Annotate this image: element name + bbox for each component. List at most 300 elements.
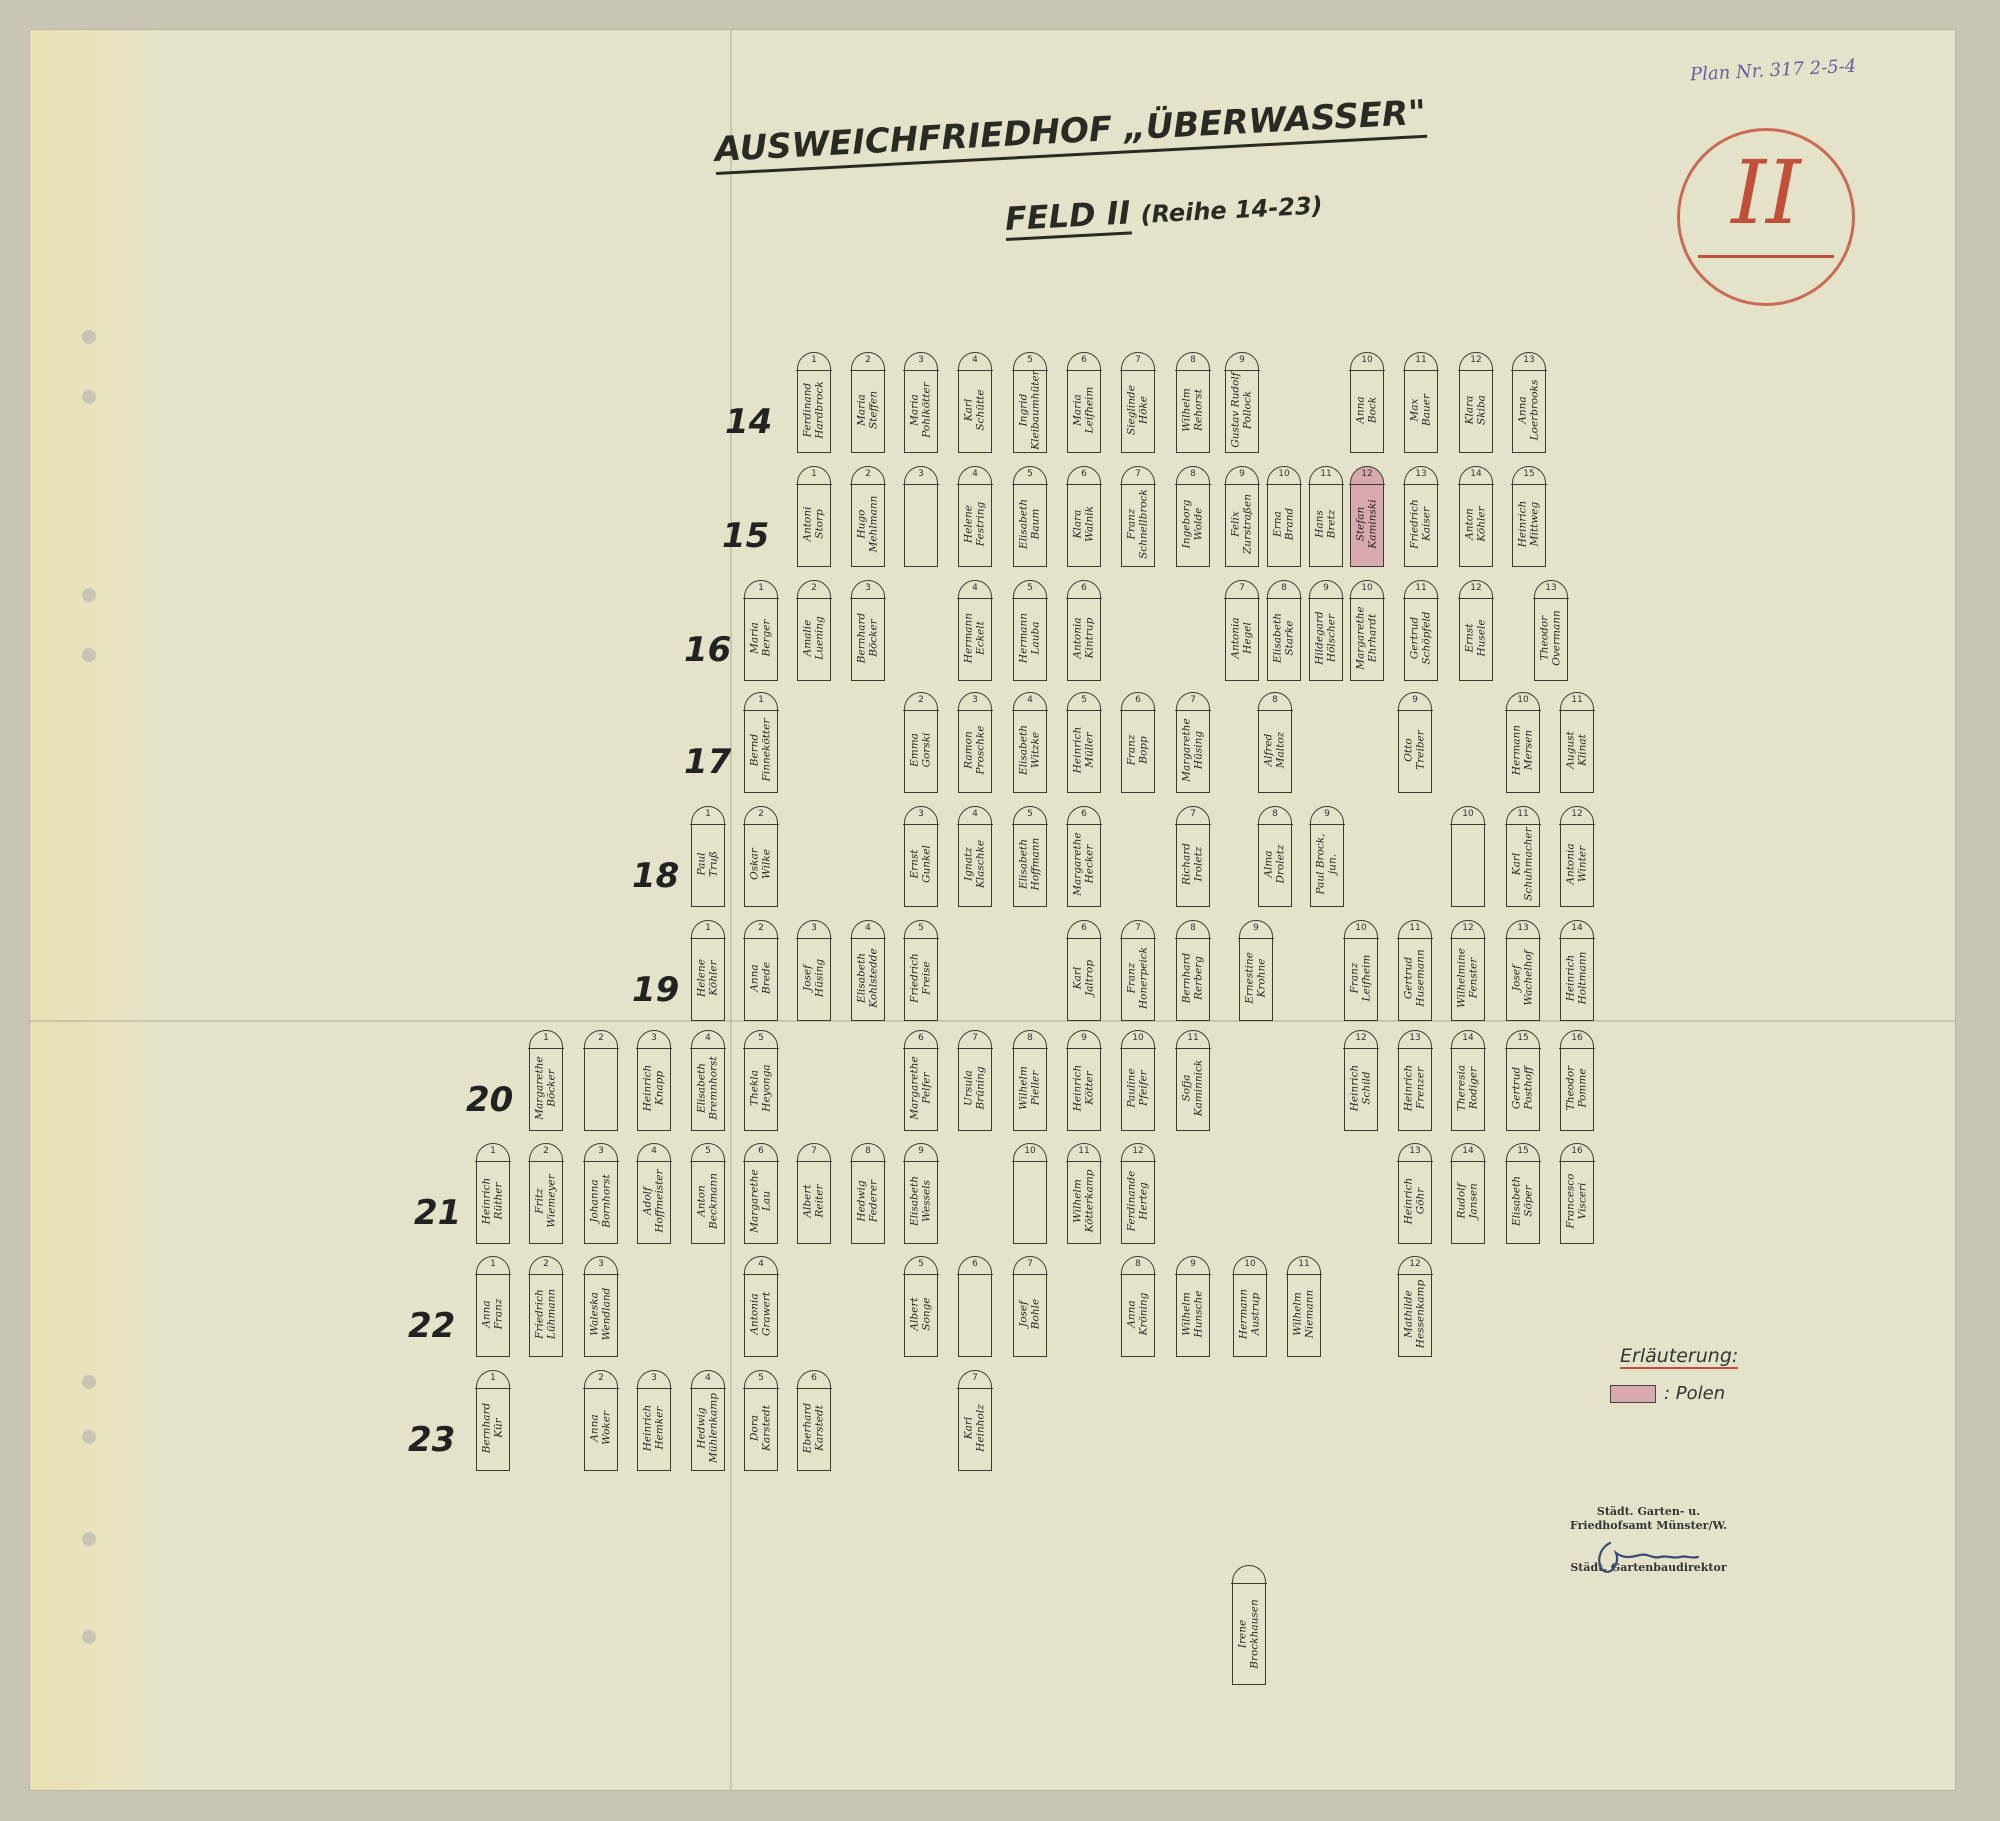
grave-number: 3: [905, 469, 937, 479]
grave-name: Heinrich Göhr: [1402, 1178, 1426, 1225]
grave-plot: [1013, 1256, 1047, 1357]
grave-plot: [1560, 1030, 1594, 1131]
grave-name: Anna Loerbrooks: [1516, 380, 1540, 441]
grave-name: Bernhard Kür: [480, 1403, 504, 1454]
grave-name: Antonia Winter: [1564, 843, 1588, 886]
grave-plot: [1459, 352, 1493, 453]
grave-number: 11: [1310, 469, 1342, 479]
field-mark-underline: [1698, 255, 1834, 258]
grave-name: Ingeborg Wolde: [1180, 500, 1204, 549]
legend: [1580, 1345, 1738, 1404]
grave-number: 6: [1068, 923, 1100, 933]
row-label: 14: [725, 402, 773, 442]
grave-name: Antonia Grawert: [748, 1292, 772, 1337]
grave-name: Sofja Kaminnick: [1180, 1060, 1204, 1117]
grave-number: 5: [1014, 355, 1046, 365]
grave-name: Maria Berger: [748, 619, 772, 657]
grave-number: 8: [1259, 695, 1291, 705]
grave-number: 9: [1226, 355, 1258, 365]
grave-number: 16: [1561, 1146, 1593, 1156]
grave-number: 3: [585, 1259, 617, 1269]
grave-name: Heinrich Rüther: [480, 1178, 504, 1225]
punch-hole: [82, 330, 96, 344]
grave-number: 7: [1226, 583, 1258, 593]
grave-number: 12: [1345, 1033, 1377, 1043]
row-label: 15: [722, 516, 770, 556]
grave-number: 8: [1014, 1033, 1046, 1043]
grave-name: Friedrich Lühmann: [533, 1289, 557, 1340]
legend-swatch: [1610, 1385, 1656, 1403]
grave-number: 1: [692, 809, 724, 819]
grave-name: Wilhelm Hunsche: [1180, 1290, 1204, 1338]
grave-name: Friedrich Kaiser: [1408, 499, 1432, 550]
punch-hole: [82, 588, 96, 602]
grave-number: 6: [745, 1146, 777, 1156]
grave-plot: [744, 1370, 778, 1471]
grave-plot: [904, 692, 938, 793]
grave-plot: [1225, 466, 1259, 567]
grave-name: Elisabeth Kohlstedde: [855, 948, 879, 1009]
grave-name: Bernhard Böcker: [855, 613, 879, 664]
grave-number: 9: [1240, 923, 1272, 933]
grave-name: Wilhelm Pieller: [1017, 1066, 1041, 1111]
grave-plot: [1013, 352, 1047, 453]
grave-number: 4: [959, 355, 991, 365]
grave-number: 13: [1399, 1146, 1431, 1156]
grave-number: 2: [530, 1259, 562, 1269]
grave-name: Ferdinande Herteg: [1125, 1171, 1149, 1232]
grave-number: 6: [1122, 695, 1154, 705]
grave-number: 1: [477, 1373, 509, 1383]
grave-plot: [1121, 1143, 1155, 1244]
grave-plot: [958, 806, 992, 907]
row-label: 17: [684, 742, 732, 782]
grave-number: 2: [852, 469, 884, 479]
grave-name: Margarethe Böcker: [533, 1056, 557, 1121]
grave-name: Oskar Wilke: [748, 848, 772, 881]
grave-plot: [744, 1256, 778, 1357]
grave-name: Antonia Kintrup: [1071, 617, 1095, 660]
grave-plot: [1121, 352, 1155, 453]
grave-name: Wilhelm Rehorst: [1180, 388, 1204, 433]
grave-plot: [1459, 466, 1493, 567]
grave-number: 1: [745, 695, 777, 705]
grave-plot: [744, 1143, 778, 1244]
grave-name: Elisabeth Witzke: [1017, 725, 1041, 776]
grave-plot: [1350, 352, 1384, 453]
grave-number: 16: [1561, 1033, 1593, 1043]
grave-name: Bernhard Rerberg: [1180, 953, 1204, 1004]
grave-plot: [1067, 920, 1101, 1021]
grave-number: 11: [1405, 355, 1437, 365]
field-mark-circle: [1677, 128, 1855, 306]
grave-name: August Klinat: [1564, 731, 1588, 770]
grave-plot: [1267, 580, 1301, 681]
grave-name: Ernestine Krohne: [1243, 952, 1267, 1005]
grave-name: Heinrich Frenzer: [1402, 1065, 1426, 1112]
grave-number: 14: [1561, 923, 1593, 933]
grave-number: 11: [1068, 1146, 1100, 1156]
grave-plot: [958, 692, 992, 793]
grave-name: Sieglinde Höke: [1125, 385, 1149, 436]
grave-name: Franz Bopp: [1125, 734, 1149, 766]
grave-plot: [1176, 920, 1210, 1021]
grave-plot: [1013, 692, 1047, 793]
grave-plot: [1506, 692, 1540, 793]
grave-plot: [1404, 466, 1438, 567]
grave-plot: [1067, 806, 1101, 907]
grave-name: Ernst Gunkel: [908, 845, 932, 884]
grave-number: 4: [959, 583, 991, 593]
grave-plot: [958, 1256, 992, 1357]
grave-number: 13: [1535, 583, 1567, 593]
grave-name: Anna Woker: [588, 1411, 612, 1446]
grave-number: 10: [1268, 469, 1300, 479]
grave-plot: [1398, 1030, 1432, 1131]
grave-name: Ramon Proschke: [962, 725, 986, 775]
row-label: 19: [632, 970, 680, 1010]
grave-number: 9: [1311, 809, 1343, 819]
grave-number: 6: [1068, 583, 1100, 593]
grave-name: Hildegard Hölscher: [1313, 611, 1337, 666]
grave-plot: [691, 1030, 725, 1131]
grave-plot: [1344, 1030, 1378, 1131]
grave-number: 7: [1122, 469, 1154, 479]
grave-name: Josef Hüsing: [801, 959, 825, 998]
grave-plot: [1506, 920, 1540, 1021]
grave-name: Theresia Rodiger: [1455, 1065, 1479, 1112]
grave-number: 5: [745, 1373, 777, 1383]
grave-number: 11: [1177, 1033, 1209, 1043]
grave-plot: [1176, 692, 1210, 793]
grave-plot: [1310, 806, 1344, 907]
grave-plot: [1013, 1030, 1047, 1131]
grave-number: 6: [905, 1033, 937, 1043]
grave-name: Felix Zurstraßen: [1229, 494, 1253, 555]
grave-number: 4: [1014, 695, 1046, 705]
grave-plot: [1067, 580, 1101, 681]
grave-number: 4: [852, 923, 884, 933]
grave-name: Heinrich Müller: [1071, 727, 1095, 774]
grave-plot: [584, 1030, 618, 1131]
grave-plot: [529, 1256, 563, 1357]
grave-plot: [851, 580, 885, 681]
grave-name: Anton Köhler: [1463, 506, 1487, 543]
grave-plot: [1013, 806, 1047, 907]
grave-number: 3: [798, 923, 830, 933]
grave-number: 5: [905, 1259, 937, 1269]
grave-number: 6: [1068, 355, 1100, 365]
grave-number: 5: [745, 1033, 777, 1043]
stamp-line-3: Städt. Gartenbaudirektor: [1570, 1561, 1727, 1574]
grave-plot: [1398, 692, 1432, 793]
row-label: 23: [408, 1420, 456, 1460]
grave-plot: [1013, 1143, 1047, 1244]
grave-name: Eberhard Karstedt: [801, 1403, 825, 1454]
grave-name: Anton Beckmann: [695, 1173, 719, 1230]
grave-plot: [691, 1143, 725, 1244]
grave-number: 15: [1507, 1033, 1539, 1043]
grave-number: 9: [1068, 1033, 1100, 1043]
grave-number: 3: [905, 355, 937, 365]
grave-number: 1: [745, 583, 777, 593]
grave-name: Wilhelm Niemann: [1291, 1290, 1315, 1339]
grave-number: 10: [1345, 923, 1377, 933]
grave-plot: [1258, 692, 1292, 793]
grave-number: 1: [692, 923, 724, 933]
grave-plot: [1067, 692, 1101, 793]
grave-number: 5: [1014, 583, 1046, 593]
grave-number: 3: [585, 1146, 617, 1156]
grave-plot: [1404, 352, 1438, 453]
grave-name: Helene Festring: [962, 502, 986, 547]
grave-plot: [1267, 466, 1301, 567]
grave-number: 2: [905, 695, 937, 705]
grave-plot: [1451, 1030, 1485, 1131]
grave-name: Maria Leifheim: [1071, 387, 1095, 434]
grave-name: Paul Brock, jun.: [1314, 833, 1338, 895]
grave-number: 12: [1452, 923, 1484, 933]
grave-number: 12: [1351, 469, 1383, 479]
grave-plot: [1560, 692, 1594, 793]
grave-number: 3: [852, 583, 884, 593]
grave-plot: [1512, 352, 1546, 453]
grave-plot: [744, 692, 778, 793]
grave-plot: [1176, 806, 1210, 907]
grave-plot: [1350, 466, 1384, 567]
grave-number: 3: [638, 1373, 670, 1383]
grave-plot: [691, 806, 725, 907]
grave-name: Theodor Pomme: [1564, 1066, 1588, 1111]
punch-hole: [82, 1430, 96, 1444]
grave-plot: [1506, 1030, 1540, 1131]
grave-number: 9: [1399, 695, 1431, 705]
grave-name: Gertrud Schöpfeld: [1408, 611, 1432, 665]
grave-plot: [584, 1256, 618, 1357]
grave-name: Hedwig Mühlenkamp: [695, 1393, 719, 1464]
grave-name: Gertrud Husemann: [1402, 949, 1426, 1008]
grave-name: Albert Reiter: [801, 1184, 825, 1218]
grave-number: 2: [852, 355, 884, 365]
punch-hole: [82, 1532, 96, 1546]
punch-hole: [82, 390, 96, 404]
grave-number: 2: [798, 583, 830, 593]
row-label: 16: [684, 630, 732, 670]
grave-name: Antonia Hegel: [1229, 617, 1253, 660]
grave-number: 13: [1399, 1033, 1431, 1043]
grave-plot: [637, 1030, 671, 1131]
grave-name: Anna Brede: [748, 962, 772, 995]
grave-plot: [691, 920, 725, 1021]
grave-number: 12: [1460, 583, 1492, 593]
grave-name: Heinrich Hemker: [641, 1405, 665, 1452]
grave-number: 14: [1452, 1033, 1484, 1043]
grave-plot: [1176, 1256, 1210, 1357]
grave-plot: [1225, 352, 1259, 453]
grave-plot: [1258, 806, 1292, 907]
grave-plot: [958, 352, 992, 453]
legend-label: : Polen: [1664, 1383, 1726, 1404]
grave-plot: [1013, 580, 1047, 681]
grave-name: Irene Brockhausen: [1236, 1599, 1260, 1670]
grave-name: Margarethe Ehrhardt: [1354, 606, 1378, 671]
grave-plot: [1233, 1256, 1267, 1357]
grave-number: 7: [959, 1033, 991, 1043]
grave-plot: [476, 1256, 510, 1357]
grave-plot: [797, 580, 831, 681]
grave-plot: [584, 1143, 618, 1244]
grave-name: Josef Bohle: [1017, 1299, 1041, 1330]
grave-plot: [904, 920, 938, 1021]
grave-name: Max Bauer: [1408, 394, 1432, 427]
grave-number: 12: [1561, 809, 1593, 819]
grave-number: 1: [530, 1033, 562, 1043]
grave-plot: [637, 1143, 671, 1244]
grave-name: Thekla Heyonga: [748, 1064, 772, 1113]
row-label: 18: [632, 856, 680, 896]
grave-name: Otto Treiber: [1402, 730, 1426, 771]
grave-plot: [1309, 466, 1343, 567]
grave-number: 7: [1122, 355, 1154, 365]
grave-number: 5: [905, 923, 937, 933]
grave-name: Margarethe Pelfer: [908, 1056, 932, 1121]
grave-plot: [958, 580, 992, 681]
grave-name: Franz Honerpeick: [1125, 947, 1149, 1010]
grave-name: Waleska Wendland: [588, 1288, 612, 1341]
grave-number: 1: [477, 1259, 509, 1269]
grave-name: Ignatz Klaschke: [962, 840, 986, 889]
grave-plot: [1404, 580, 1438, 681]
grave-plot: [1176, 466, 1210, 567]
row-label: 22: [408, 1306, 456, 1346]
grave-plot: [851, 1143, 885, 1244]
grave-plot: [1239, 920, 1273, 1021]
grave-name: Karl Schuhmacher: [1510, 827, 1534, 902]
grave-plot: [797, 1143, 831, 1244]
grave-plot: [1451, 806, 1485, 907]
grave-name: Franz Schnellbrock: [1125, 489, 1149, 560]
grave-plot: [1398, 1143, 1432, 1244]
grave-plot: [744, 920, 778, 1021]
grave-plot: [1067, 1030, 1101, 1131]
grave-plot: [904, 1143, 938, 1244]
grave-plot: [1176, 352, 1210, 453]
grave-number: 5: [1014, 469, 1046, 479]
fold-line-horizontal: [30, 1020, 1955, 1022]
grave-number: 13: [1405, 469, 1437, 479]
grave-plot: [1451, 920, 1485, 1021]
grave-name: Adolf Hoffmeister: [641, 1169, 665, 1234]
grave-plot: [797, 1370, 831, 1471]
grave-number: 13: [1507, 923, 1539, 933]
grave-number: 9: [905, 1146, 937, 1156]
grave-number: 2: [530, 1146, 562, 1156]
grave-plot: [1013, 466, 1047, 567]
grave-plot: [744, 806, 778, 907]
grave-name: Amalie Luening: [801, 616, 825, 661]
grave-number: 6: [798, 1373, 830, 1383]
grave-number: 9: [1310, 583, 1342, 593]
grave-name: Elisabeth Baum: [1017, 499, 1041, 550]
field-name: FELD II: [1004, 193, 1132, 241]
grave-number: 7: [1122, 923, 1154, 933]
grave-number: 7: [959, 1373, 991, 1383]
punch-hole: [82, 1375, 96, 1389]
grave-number: 10: [1507, 695, 1539, 705]
grave-name: Albert Songe: [908, 1297, 932, 1332]
grave-plot: [904, 806, 938, 907]
grave-plot: [1344, 920, 1378, 1021]
grave-number: 4: [692, 1373, 724, 1383]
grave-number: 14: [1460, 469, 1492, 479]
grave-plot: [1512, 466, 1546, 567]
grave-number: 10: [1351, 583, 1383, 593]
punch-hole: [82, 1630, 96, 1644]
grave-number: 11: [1288, 1259, 1320, 1269]
grave-name: Friedrich Freise: [908, 953, 932, 1004]
grave-name: Johanna Bornhorst: [588, 1174, 612, 1229]
grave-name: Ingrid Kleibaumhüter: [1017, 370, 1041, 451]
grave-name: Ursula Brüning: [962, 1066, 986, 1110]
grave-name: Maria Steffen: [855, 391, 879, 430]
grave-number: 1: [798, 469, 830, 479]
grave-name: Rudolf Jansen: [1455, 1183, 1479, 1220]
grave-number: 10: [1014, 1146, 1046, 1156]
grave-plot: [1560, 806, 1594, 907]
grave-name: Gertrud Posthoff: [1510, 1066, 1534, 1110]
grave-name: Hugo Mehlmann: [855, 495, 879, 553]
grave-name: Karl Heinholz: [962, 1404, 986, 1453]
grave-name: Emma Gorski: [908, 732, 932, 768]
grave-plot: [1506, 1143, 1540, 1244]
grave-plot: [1350, 580, 1384, 681]
grave-plot: [797, 466, 831, 567]
grave-number: 14: [1452, 1146, 1484, 1156]
grave-plot: [904, 352, 938, 453]
grave-name: Elisabeth Starke: [1271, 613, 1295, 664]
grave-number: 7: [1177, 695, 1209, 705]
grave-number: 8: [1122, 1259, 1154, 1269]
grave-plot: [1121, 1256, 1155, 1357]
grave-name: Theodor Overmann: [1538, 610, 1562, 667]
grave-plot: [476, 1370, 510, 1471]
grave-number: 4: [638, 1146, 670, 1156]
grave-number: 3: [638, 1033, 670, 1043]
grave-name: Fritz Wiemeyer: [533, 1174, 557, 1229]
grave-number: 4: [959, 809, 991, 819]
grave-plot: [1534, 580, 1568, 681]
grave-name: Elisabeth Söper: [1510, 1176, 1534, 1227]
grave-name: Hedwig Federer: [855, 1180, 879, 1223]
grave-name: Wilhelmine Fenster: [1455, 948, 1479, 1009]
row-label: 21: [414, 1193, 462, 1233]
grave-plot: [1451, 1143, 1485, 1244]
row-label: 20: [466, 1080, 514, 1120]
grave-number: 10: [1234, 1259, 1266, 1269]
grave-number: 8: [852, 1146, 884, 1156]
grave-plot: [1560, 1143, 1594, 1244]
grave-name: Anna Bock: [1354, 396, 1378, 425]
grave-plot: [1121, 466, 1155, 567]
grave-number: 1: [477, 1146, 509, 1156]
grave-name: Alfred Maltoz: [1262, 732, 1286, 769]
legend-title: Erläuterung:: [1620, 1345, 1739, 1367]
grave-plot: [529, 1030, 563, 1131]
plan-title: AUSWEICHFRIEDHOF „ÜBERWASSER": [714, 93, 1427, 175]
stamp-line-1: Städt. Garten- u.: [1596, 1505, 1701, 1518]
grave-name: Anna Kröning: [1125, 1293, 1149, 1336]
grave-number: 12: [1399, 1259, 1431, 1269]
